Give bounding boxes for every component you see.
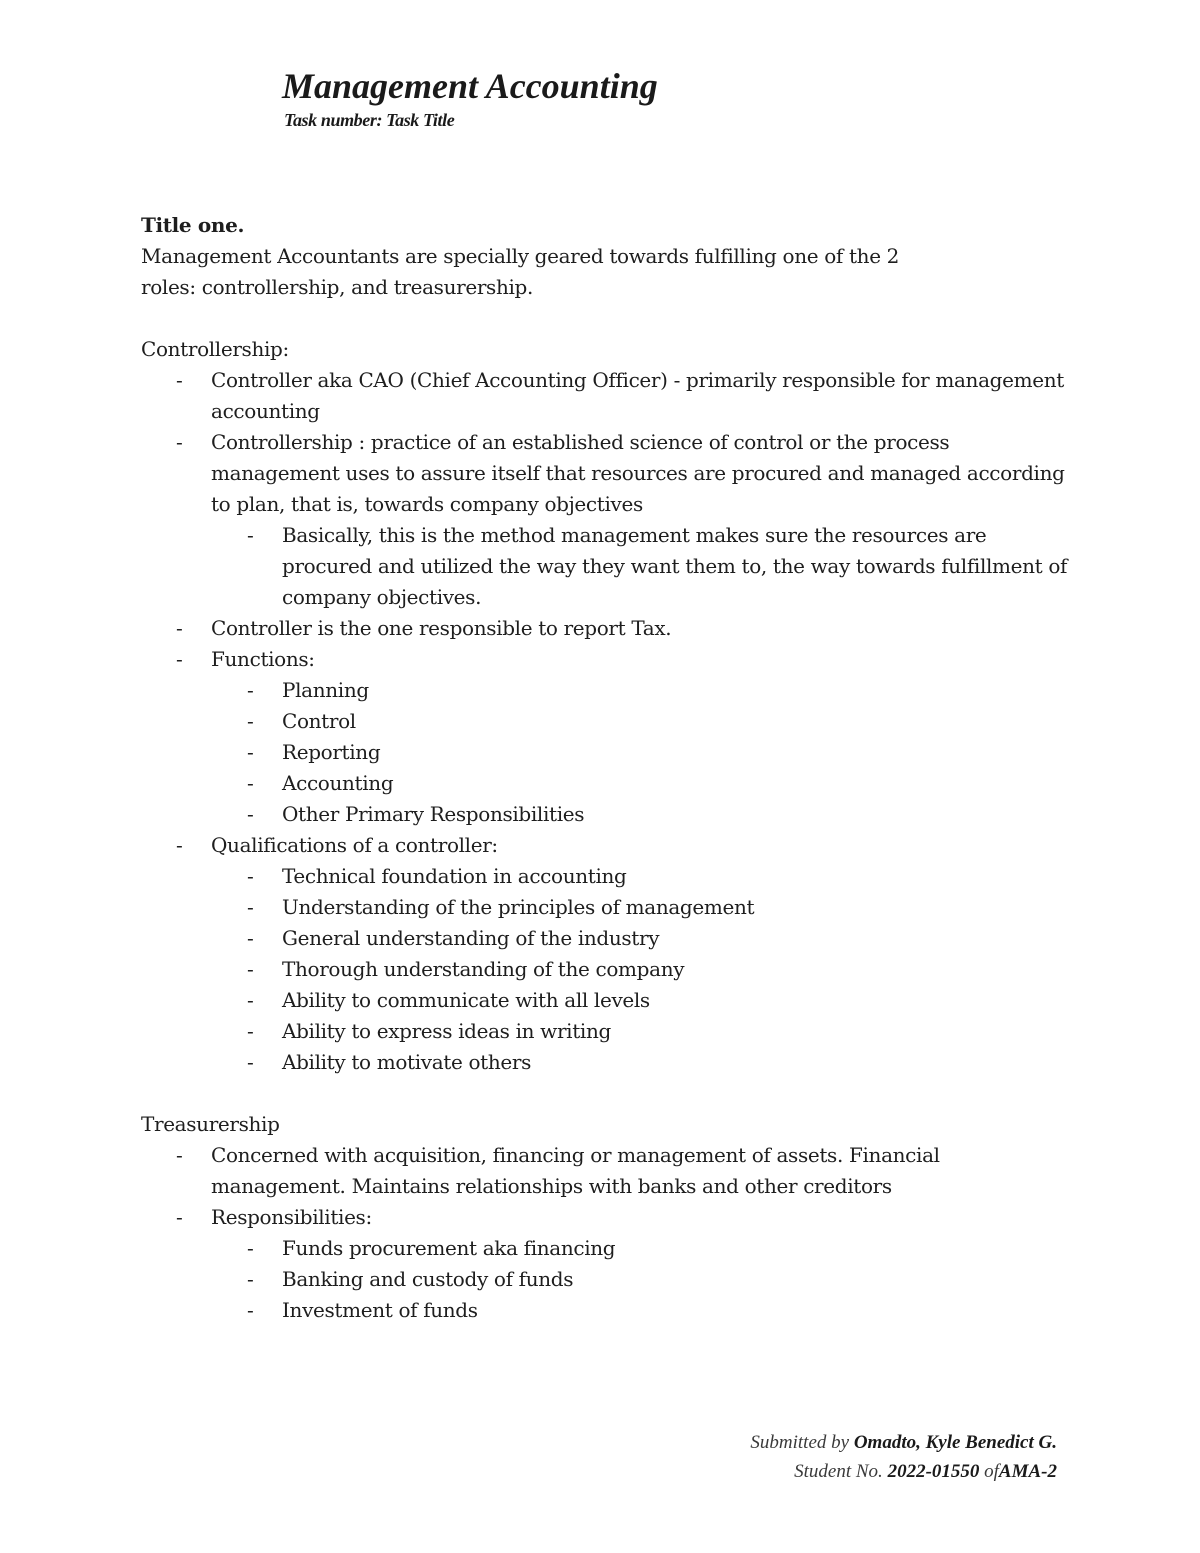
list-item — [141, 644, 1071, 830]
list-item — [211, 1047, 1071, 1078]
list-item-text: Reporting — [282, 740, 381, 764]
bullet-dash: - — [247, 864, 254, 888]
list-item — [211, 768, 1071, 799]
list-item — [141, 365, 1071, 427]
student-name: Omadto, Kyle Benedict G. — [853, 1432, 1057, 1453]
bullet-dash: - — [176, 647, 183, 671]
list-item — [211, 799, 1071, 830]
document-subtitle: Task number: Task Title — [284, 110, 455, 130]
list-item — [211, 954, 1071, 985]
list-item — [211, 520, 1071, 613]
list-item-text: Thorough understanding of the company — [282, 957, 685, 981]
spacer — [141, 303, 1071, 334]
list-item — [141, 1202, 1071, 1326]
list-item — [211, 1264, 1071, 1295]
list-item-text: Accounting — [282, 771, 394, 795]
list-item — [141, 427, 1071, 613]
bullet-dash: - — [247, 1267, 254, 1291]
bullet-dash: - — [247, 926, 254, 950]
bullet-dash: - — [247, 957, 254, 981]
student-class: AMA-2 — [998, 1461, 1057, 1482]
student-prefix: Student No. — [794, 1461, 883, 1482]
bullet-dash: - — [247, 1298, 254, 1322]
list-item-text: Ability to motivate others — [282, 1050, 531, 1074]
list-item-text: Investment of funds — [282, 1298, 478, 1322]
list-item — [211, 737, 1071, 768]
list-item — [211, 1233, 1071, 1264]
controllership-heading: Controllership: — [141, 337, 289, 361]
treasurership-list — [141, 1140, 1071, 1326]
list-item-text: Banking and custody of funds — [282, 1267, 574, 1291]
list-item — [211, 1016, 1071, 1047]
list-item — [211, 675, 1071, 706]
bullet-dash: - — [247, 740, 254, 764]
bullet-dash: - — [176, 430, 183, 454]
bullet-dash: - — [176, 368, 183, 392]
sublist — [211, 520, 1071, 613]
bullet-dash: - — [247, 1050, 254, 1074]
student-of: of — [984, 1461, 999, 1482]
list-item-text: Planning — [282, 678, 369, 702]
list-item-text: Controller aka CAO (Chief Accounting Officer) - primarily responsible for management accounting — [211, 368, 1064, 423]
list-item — [141, 830, 1071, 1078]
bullet-dash: - — [247, 895, 254, 919]
list-item — [211, 923, 1071, 954]
bullet-dash: - — [247, 678, 254, 702]
student-number-line — [750, 1457, 1057, 1486]
document-body — [141, 210, 1071, 1326]
bullet-dash: - — [247, 1236, 254, 1260]
list-item — [211, 985, 1071, 1016]
functions-sublist — [211, 675, 1071, 830]
list-item — [211, 892, 1071, 923]
controllership-list — [141, 365, 1071, 1078]
intro-paragraph: Management Accountants are specially geared towards fulfilling one of the 2 roles: controllership, and treasurership. — [141, 244, 900, 299]
bullet-dash: - — [176, 1205, 183, 1229]
bullet-dash: - — [176, 833, 183, 857]
student-number: 2022-01550 — [887, 1461, 980, 1482]
list-item-text: Ability to communicate with all levels — [282, 988, 650, 1012]
submitted-prefix: Submitted by — [750, 1432, 850, 1453]
list-item — [141, 1140, 1071, 1202]
list-item-text: Funds procurement aka financing — [282, 1236, 616, 1260]
bullet-dash: - — [247, 771, 254, 795]
list-item-text: Responsibilities: — [211, 1205, 372, 1229]
list-item-text: Understanding of the principles of management — [282, 895, 755, 919]
list-item-text: Technical foundation in accounting — [282, 864, 627, 888]
submission-footer — [750, 1428, 1057, 1486]
bullet-dash: - — [247, 988, 254, 1012]
list-item-text: Functions: — [211, 647, 315, 671]
list-item-text: Controller is the one responsible to report Tax. — [211, 616, 672, 640]
list-item-text: Ability to express ideas in writing — [282, 1019, 611, 1043]
bullet-dash: - — [247, 802, 254, 826]
responsibilities-sublist — [211, 1233, 1071, 1326]
submitted-by-line — [750, 1428, 1057, 1457]
bullet-dash: - — [176, 616, 183, 640]
list-item-text: Other Primary Responsibilities — [282, 802, 585, 826]
list-item — [141, 613, 1071, 644]
section-title: Title one. — [141, 213, 245, 237]
spacer — [141, 1078, 1071, 1109]
list-item-text: General understanding of the industry — [282, 926, 660, 950]
list-item-text: Qualifications of a controller: — [211, 833, 498, 857]
list-item — [211, 706, 1071, 737]
qualifications-sublist — [211, 861, 1071, 1078]
list-item — [211, 1295, 1071, 1326]
bullet-dash: - — [247, 1019, 254, 1043]
list-item-text: Control — [282, 709, 356, 733]
list-item — [211, 861, 1071, 892]
bullet-dash: - — [247, 523, 254, 547]
bullet-dash: - — [247, 709, 254, 733]
bullet-dash: - — [176, 1143, 183, 1167]
list-item-text: Controllership : practice of an established science of control or the process management uses to assure itself that resources are procured and managed according to plan, that is, towards company objectives — [211, 430, 1065, 516]
document-title: Management Accounting — [282, 66, 658, 106]
treasurership-heading: Treasurership — [141, 1112, 280, 1136]
list-item-text: Concerned with acquisition, financing or management of assets. Financial management. Maintains relationships with banks and other creditors — [211, 1143, 940, 1198]
list-item-text: Basically, this is the method management makes sure the resources are procured and utilized the way they want them to, the way towards fulfillment of company objectives. — [282, 523, 1068, 609]
